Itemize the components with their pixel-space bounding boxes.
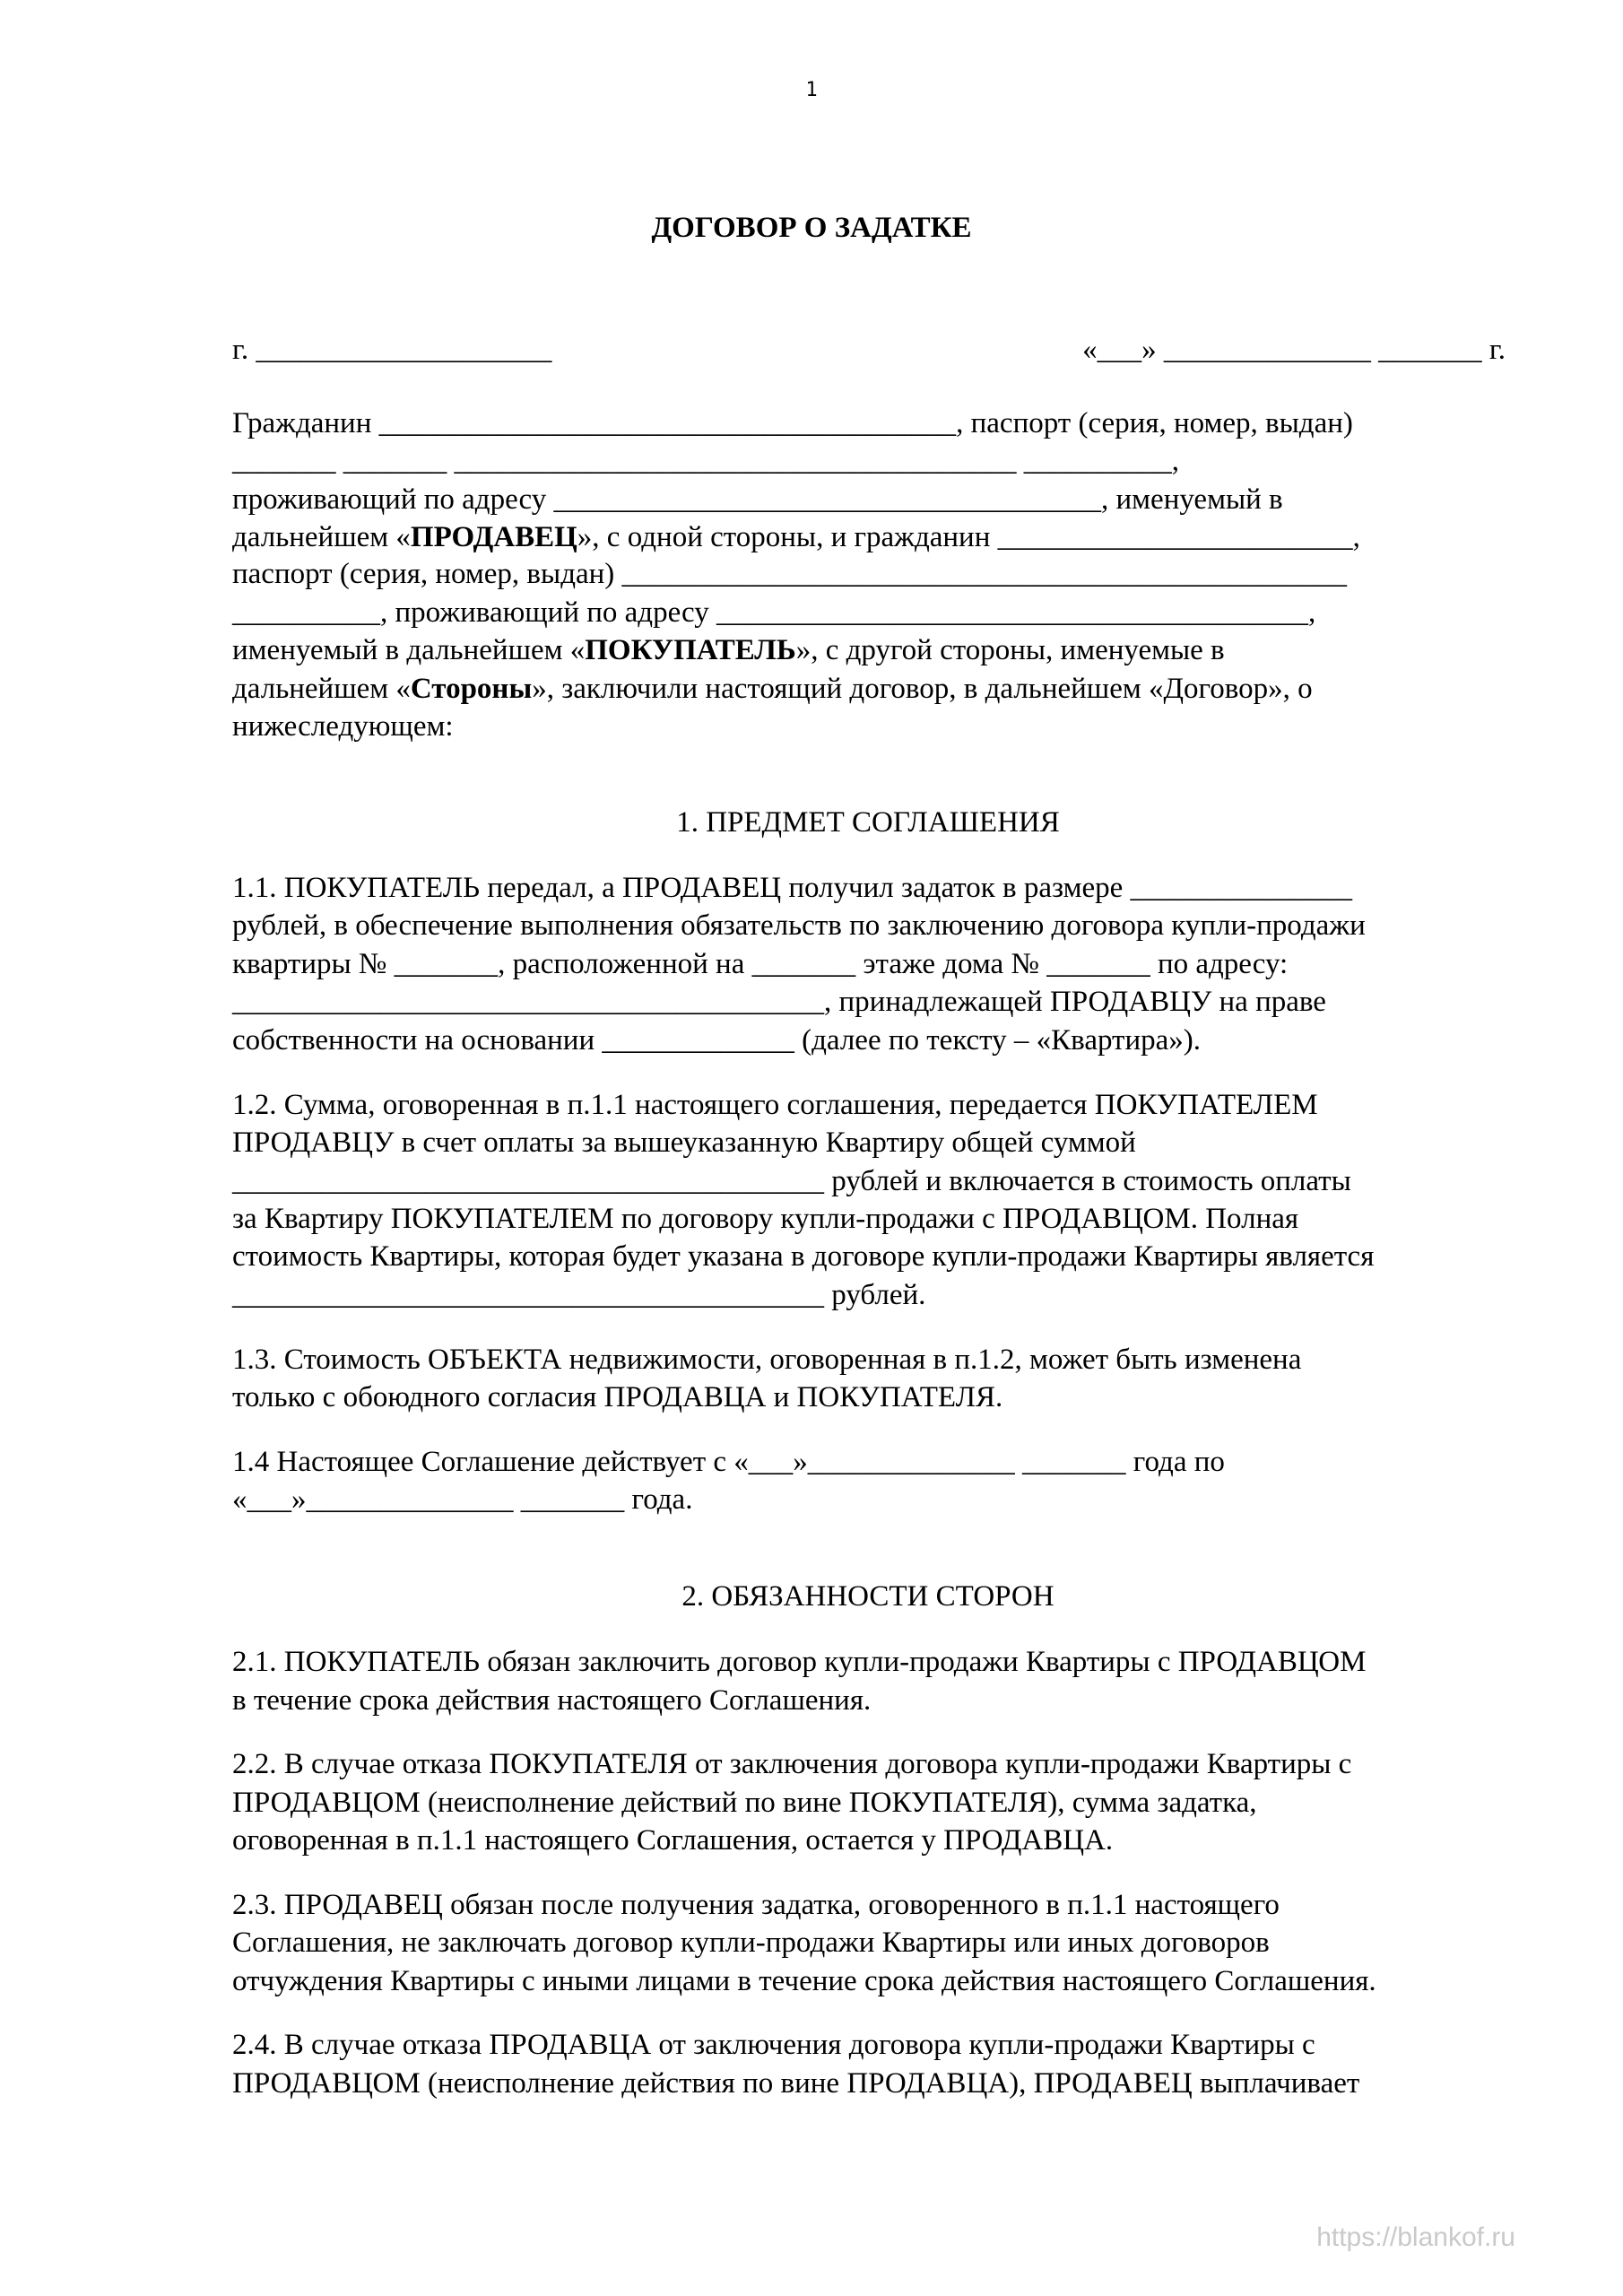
preamble-line: дальнейшем «Стороны», заключили настоящий договор, в дальнейшем «Договор», о (232, 673, 1313, 705)
clause-2-3-line: Соглашения, не заключать договор купли-продажи Квартиры или иных договоров (232, 1926, 1270, 1959)
clause-1-1-line: ________________________________________, принадлежащей ПРОДАВЦУ на праве (232, 986, 1326, 1018)
clause-1-4-line: «___»______________ _______ года. (232, 1483, 693, 1516)
defined-term: ПРОДАВЕЦ (410, 521, 577, 553)
preamble-line: __________, проживающий по адресу ________________________________________, (232, 596, 1316, 629)
page-number: 1 (805, 79, 818, 101)
clause-2-2-line: 2.2. В случае отказа ПОКУПАТЕЛЯ от заключения договора купли-продажи Квартиры с (232, 1748, 1352, 1780)
clause-1-1-line: рублей, в обеспечение выполнения обязательств по заключению договора купли-продажи (232, 909, 1366, 942)
clause-2-1-line: 2.1. ПОКУПАТЕЛЬ обязан заключить договор купли-продажи Квартиры с ПРОДАВЦОМ (232, 1646, 1367, 1678)
section-1-heading: 1. ПРЕДМЕТ СОГЛАШЕНИЯ (676, 806, 1060, 839)
clause-1-1-line: 1.1. ПОКУПАТЕЛЬ передал, а ПРОДАВЕЦ получил задаток в размере _______________ (232, 872, 1353, 904)
clause-2-2-line: оговоренная в п.1.1 настоящего Соглашения, остается у ПРОДАВЦА. (232, 1824, 1114, 1857)
defined-term: ПОКУПАТЕЛЬ (585, 634, 796, 666)
preamble-line: паспорт (серия, номер, выдан) _________________________________________________ (232, 558, 1348, 590)
city-line: г. ____________________ (232, 334, 552, 366)
preamble-line: _______ _______ ______________________________________ __________, (232, 445, 1179, 477)
clause-1-2-line: за Квартиру ПОКУПАТЕЛЕМ по договору купли-продажи с ПРОДАВЦОМ. Полная (232, 1203, 1299, 1235)
section-2-heading: 2. ОБЯЗАННОСТИ СТОРОН (681, 1580, 1055, 1613)
clause-2-1-line: в течение срока действия настоящего Соглашения. (232, 1684, 872, 1717)
clause-1-1-line: собственности на основании _____________ (далее по тексту – «Квартира»). (232, 1024, 1202, 1057)
defined-term: Стороны (410, 673, 533, 705)
preamble-line: нижеследующем: (232, 710, 454, 743)
clause-2-4-line: 2.4. В случае отказа ПРОДАВЦА от заключения договора купли-продажи Квартиры с (232, 2029, 1315, 2061)
clause-1-2-line: 1.2. Сумма, оговоренная в п.1.1 настоящего соглашения, передается ПОКУПАТЕЛЕМ (232, 1089, 1318, 1121)
preamble-line: именуемый в дальнейшем «ПОКУПАТЕЛЬ», с другой стороны, именуемые в (232, 634, 1225, 666)
site-watermark: https://blankof.ru (1316, 2222, 1515, 2252)
clause-1-2-line: ________________________________________ рублей и включается в стоимость оплаты (232, 1165, 1351, 1197)
document-title: ДОГОВОР О ЗАДАТКЕ (651, 212, 972, 244)
clause-1-2-line: ПРОДАВЦУ в счет оплаты за вышеуказанную Квартиру общей суммой (232, 1126, 1136, 1159)
clause-2-3-line: отчуждения Квартиры с иными лицами в течение срока действия настоящего Соглашения. (232, 1965, 1376, 1997)
clause-2-4-line: ПРОДАВЦОМ (неисполнение действия по вине ПРОДАВЦА), ПРОДАВЕЦ выплачивает (232, 2067, 1360, 2100)
clause-1-2-line: стоимость Квартиры, которая будет указана в договоре купли-продажи Квартиры является (232, 1240, 1375, 1273)
clause-2-3-line: 2.3. ПРОДАВЕЦ обязан после получения задатка, оговоренного в п.1.1 настоящего (232, 1889, 1280, 1921)
clause-1-1-line: квартиры № _______, расположенной на _______ этаже дома № _______ по адресу: (232, 948, 1289, 980)
clause-1-3-line: 1.3. Стоимость ОБЪЕКТА недвижимости, оговоренная в п.1.2, может быть изменена (232, 1344, 1302, 1376)
preamble-line: Гражданин _______________________________________, паспорт (серия, номер, выдан) (232, 407, 1353, 439)
clause-1-3-line: только с обоюдного согласия ПРОДАВЦА и ПОКУПАТЕЛЯ. (232, 1381, 1003, 1413)
clause-2-2-line: ПРОДАВЦОМ (неисполнение действий по вине ПОКУПАТЕЛЯ), сумма задатка, (232, 1787, 1257, 1819)
clause-1-2-line: ________________________________________ рублей. (232, 1279, 926, 1311)
preamble-line: проживающий по адресу _____________________________________, именуемый в (232, 483, 1283, 516)
preamble-line: дальнейшем «ПРОДАВЕЦ», с одной стороны, и гражданин ________________________, (232, 521, 1360, 553)
clause-1-4-line: 1.4 Настоящее Соглашение действует с «___»______________ _______ года по (232, 1446, 1225, 1478)
date-line: «___» ______________ _______ г. (1082, 334, 1506, 366)
